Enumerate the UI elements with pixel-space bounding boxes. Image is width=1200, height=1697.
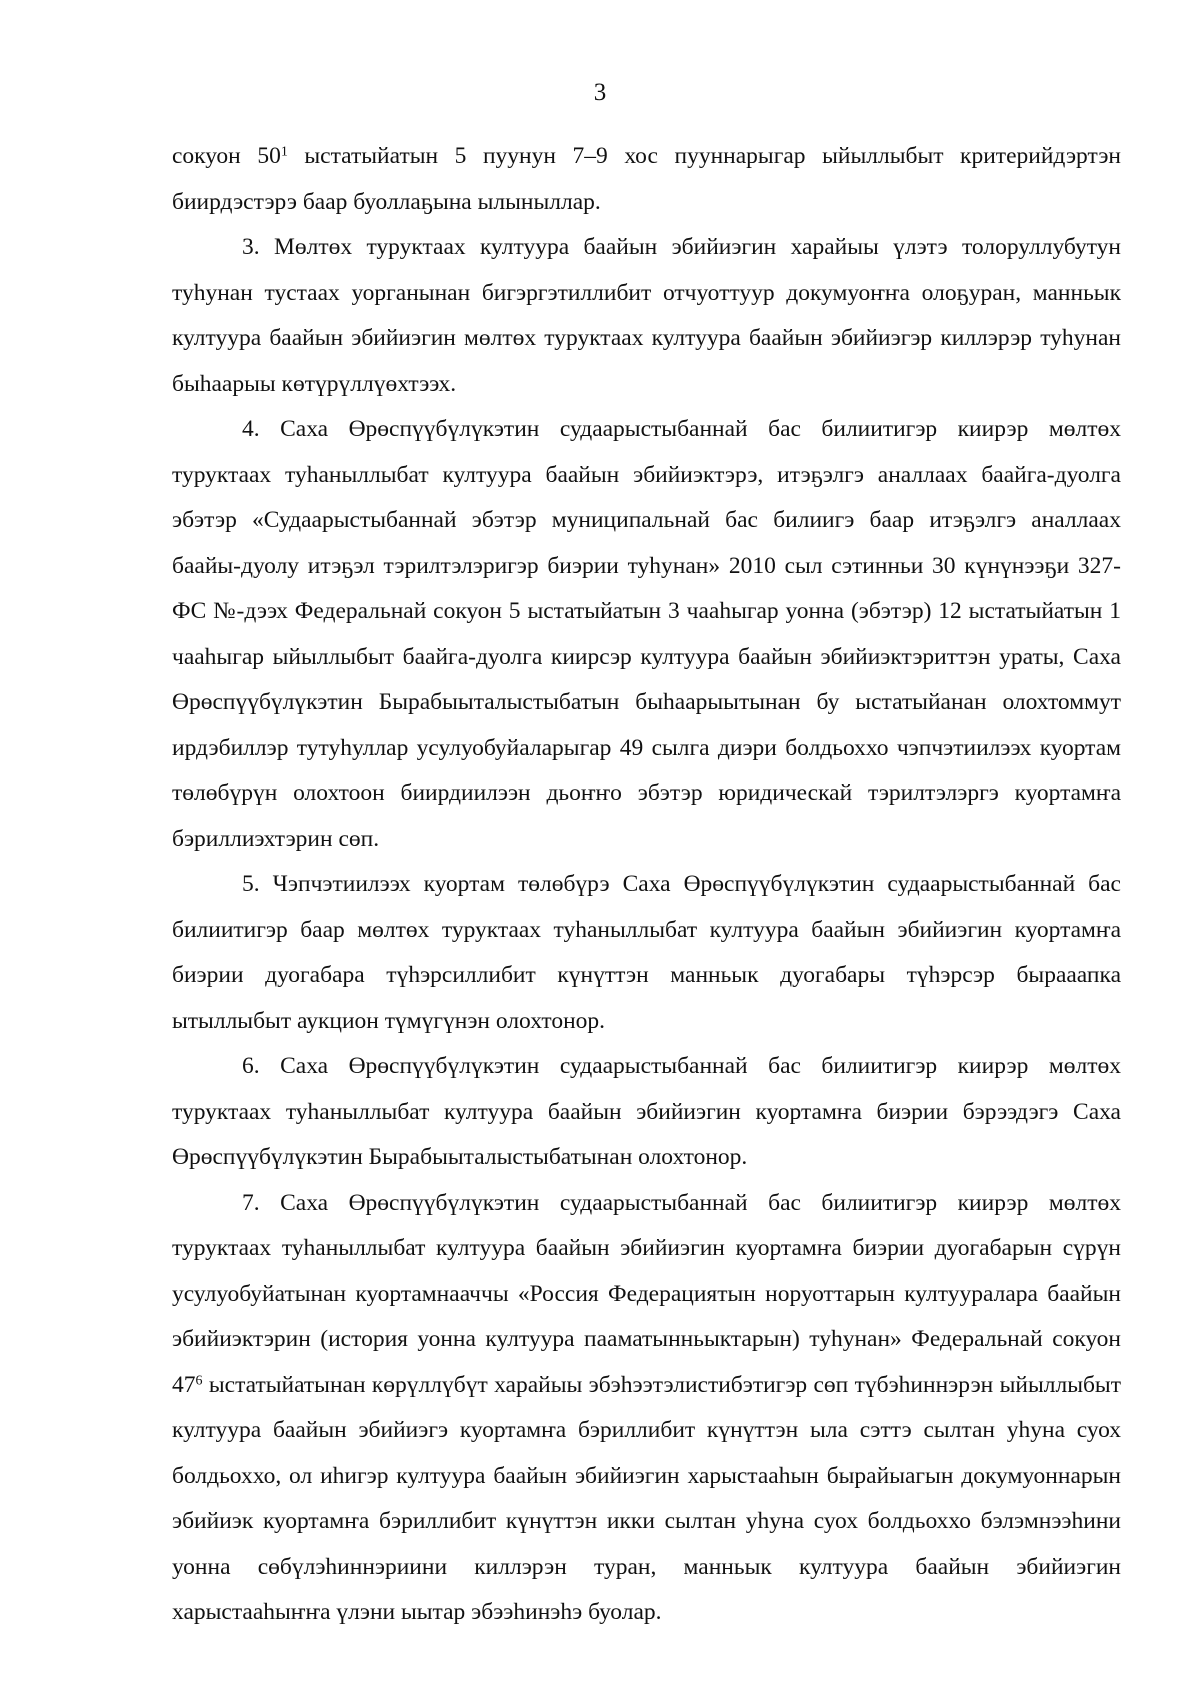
text-run: ыстатыйатын 5 пуунун 7–9 хос пууннарыгар ыйыллыбыт критерийдэртэн биирдэстэрэ баар буоллаҕына ылыныллар. [172,143,1121,215]
document-body [172,134,1121,1636]
paragraph-item-3: 3. Мөлтөх туруктаах култуура баайын эбийиэгин харайыы үлэтэ толоруллубутун туһунан тустаах уорганынан бигэргэтиллибит отчуоттуур докумуоҥҥа олоҕуран, манньык култуура баайын эбийиэгин мөлтөх туруктаах култуура баайын эбийиэгэр киллэрэр туһунан быһаарыы көтүрүллүөхтээх. [172,234,1121,397]
text-run: 7. Саха Өрөспүүбүлүкэтин судаарыстыбаннай бас билиитигэр киирэр мөлтөх туруктаах туһаныллыбат култуура баайын эбийиэгин куортамҥа биэрии дуогабарын сүрүн усулуобуйатынан куортамнааччы «Россия Федерациятын норуоттарын култууралара баайын эбийиэктэрин (история уонна култуура пааматынньыктарын) туһунан» Федеральнай сокуон 47 [172,1189,1121,1398]
paragraph-item-6: 6. Саха Өрөспүүбүлүкэтин судаарыстыбаннай бас билиитигэр киирэр мөлтөх туруктаах туһаныллыбат култуура баайын эбийиэгин куортамҥа биэрии бэрээдэгэ Саха Өрөспүүбүлүкэтин Бырабыыталыстыбатынан олохтонор. [172,1053,1121,1170]
paragraph-item-4: 4. Саха Өрөспүүбүлүкэтин судаарыстыбаннай бас билиитигэр киирэр мөлтөх туруктаах туһаныллыбат култуура баайын эбийиэктэрэ, итэҕэлгэ аналлаах баайга-дуолга эбэтэр «Судаарыстыбаннай эбэтэр муниципальнай бас билиигэ баар итэҕэлгэ аналлаах баайы-дуолу итэҕэл тэрилтэлэригэр биэрии туһунан» 2010 сыл сэтинньи 30 күнүнээҕи 327-ФС №-дээх Федеральнай сокуон 5 ыстатыйатын 3 чааһыгар уонна (эбэтэр) 12 ыстатыйатын 1 чааһыгар ыйыллыбыт баайга-дуолга киирсэр култуура баайын эбийиэктэриттэн ураты, Саха Өрөспүүбүлүкэтин Бырабыыталыстыбатын быһаарыытынан бу ыстатыйанан олохтоммут ирдэбиллэр тутуһуллар усулуобуйаларыгар 49 сылга диэри болдьоххо чэпчэтиилээх куортам төлөбүрүн олохтоон биирдиилээн дьоҥҥо эбэтэр юридическай тэрилтэлэргэ куортамҥа бэриллиэхтэрин сөп. [172,416,1121,852]
superscript: 6 [195,1372,203,1388]
superscript: 1 [280,144,288,160]
text-run: сокуон 50 [172,143,281,169]
page-number: 3 [593,79,607,106]
text-run: ыстатыйатынан көрүллүбүт харайыы эбэһээтэлистибэтигэр сөп түбэһиннэрэн ыйыллыбыт култуура баайын эбийиэгэ куортамҥа бэриллибит күнүттэн ыла сэттэ сылтан уһуна суох болдьоххо, ол иһигэр култуура баайын эбийиэгин харыстааһын бырайыагын докумуоннарын эбийиэк куортамҥа бэриллибит күнүттэн икки сылтан уһуна суох болдьоххо бэлэмнээһини уонна сөбүлэһиннэриини киллэрэн туран, манньык култуура баайын эбийиэгин харыстааһыҥҥа үлэни ыытар эбээһинэһэ буолар. [172,1371,1121,1625]
paragraph-continuation [172,134,1121,225]
paragraph-item-5: 5. Чэпчэтиилээх куортам төлөбүрэ Саха Өрөспүүбүлүкэтин судаарыстыбаннай бас билиитигэр баар мөлтөх туруктаах туһаныллыбат култуура баайын эбийиэгин куортамҥа биэрии дуогабара түһэрсиллибит күнүттэн манньык дуогабары түһэрсэр бырааапка ытыллыбыт аукцион түмүгүнэн олохтонор. [172,871,1121,1034]
paragraph-item-7 [172,1181,1121,1636]
